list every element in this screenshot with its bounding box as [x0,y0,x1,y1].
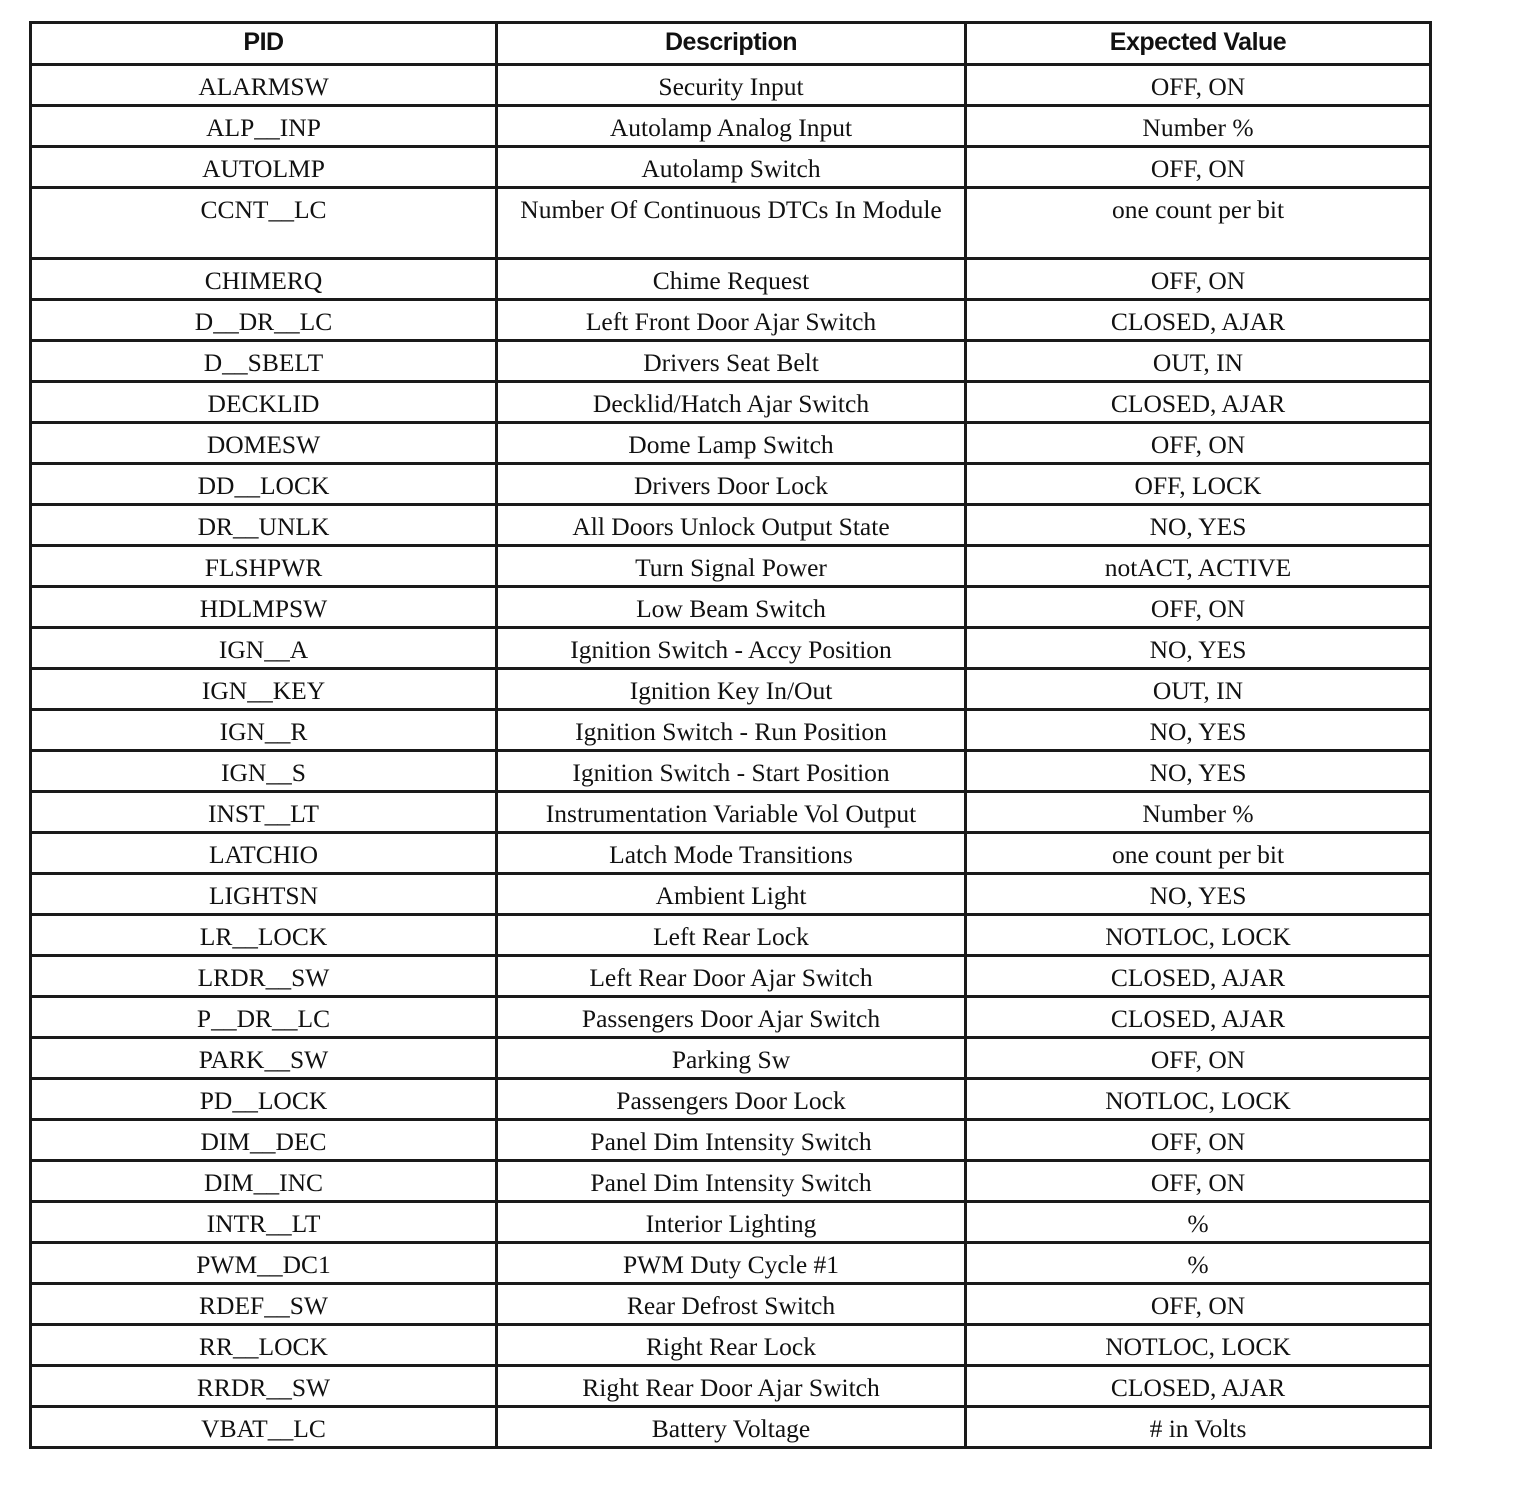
description-cell: Ignition Switch - Run Position [497,710,966,751]
table-row [31,546,1431,587]
expected-value-cell: CLOSED, AJAR [966,956,1431,997]
pid-table [29,21,1432,1449]
pid-cell: HDLMPSW [31,587,497,628]
expected-value-cell: NO, YES [966,505,1431,546]
description-cell: Ambient Light [497,874,966,915]
table-row [31,147,1431,188]
pid-cell: ALARMSW [31,65,497,106]
table-row [31,1038,1431,1079]
expected-value-cell: CLOSED, AJAR [966,382,1431,423]
table-row [31,1202,1431,1243]
pid-cell: RDEF__SW [31,1284,497,1325]
pid-cell: INTR__LT [31,1202,497,1243]
pid-cell: RR__LOCK [31,1325,497,1366]
expected-value-cell: OFF, LOCK [966,464,1431,505]
table-row [31,1366,1431,1407]
pid-cell: VBAT__LC [31,1407,497,1448]
table-row [31,997,1431,1038]
pid-cell: IGN__R [31,710,497,751]
table-row [31,792,1431,833]
description-cell: Ignition Switch - Accy Position [497,628,966,669]
expected-value-cell: OFF, ON [966,1284,1431,1325]
table-row [31,1284,1431,1325]
pid-cell: DR__UNLK [31,505,497,546]
description-cell: PWM Duty Cycle #1 [497,1243,966,1284]
header-description: Description [497,23,966,65]
expected-value-cell: NO, YES [966,751,1431,792]
pid-cell: DECKLID [31,382,497,423]
expected-value-cell: OFF, ON [966,147,1431,188]
table-row [31,505,1431,546]
expected-value-cell: Number % [966,106,1431,147]
description-cell: Latch Mode Transitions [497,833,966,874]
pid-cell: INST__LT [31,792,497,833]
description-cell: Number Of Continuous DTCs In Module [497,188,966,259]
table-row [31,382,1431,423]
table-row [31,956,1431,997]
expected-value-cell: CLOSED, AJAR [966,1366,1431,1407]
expected-value-cell: NOTLOC, LOCK [966,1079,1431,1120]
pid-cell: PARK__SW [31,1038,497,1079]
expected-value-cell: OFF, ON [966,1161,1431,1202]
expected-value-cell: NO, YES [966,874,1431,915]
pid-cell: ALP__INP [31,106,497,147]
expected-value-cell: one count per bit [966,188,1431,259]
pid-cell: PWM__DC1 [31,1243,497,1284]
pid-cell: CHIMERQ [31,259,497,300]
pid-cell: RRDR__SW [31,1366,497,1407]
description-cell: Autolamp Analog Input [497,106,966,147]
description-cell: Drivers Door Lock [497,464,966,505]
header-row [31,23,1431,65]
expected-value-cell: OFF, ON [966,259,1431,300]
description-cell: Right Rear Door Ajar Switch [497,1366,966,1407]
table-header [31,23,1431,65]
pid-cell: FLSHPWR [31,546,497,587]
expected-value-cell: CLOSED, AJAR [966,997,1431,1038]
pid-cell: DIM__DEC [31,1120,497,1161]
pid-cell: PD__LOCK [31,1079,497,1120]
description-cell: Parking Sw [497,1038,966,1079]
expected-value-cell: OFF, ON [966,423,1431,464]
description-cell: All Doors Unlock Output State [497,505,966,546]
table-row [31,874,1431,915]
pid-cell: DD__LOCK [31,464,497,505]
table-row [31,341,1431,382]
description-cell: Ignition Key In/Out [497,669,966,710]
table-row [31,1243,1431,1284]
table-row [31,300,1431,341]
expected-value-cell: OFF, ON [966,1038,1431,1079]
table-row [31,1407,1431,1448]
description-cell: Ignition Switch - Start Position [497,751,966,792]
description-cell: Panel Dim Intensity Switch [497,1120,966,1161]
table-row [31,1161,1431,1202]
pid-cell: IGN__KEY [31,669,497,710]
pid-cell: IGN__S [31,751,497,792]
description-cell: Instrumentation Variable Vol Output [497,792,966,833]
table-row [31,833,1431,874]
pid-cell: AUTOLMP [31,147,497,188]
description-cell: Chime Request [497,259,966,300]
expected-value-cell: OUT, IN [966,669,1431,710]
pid-cell: P__DR__LC [31,997,497,1038]
expected-value-cell: NOTLOC, LOCK [966,1325,1431,1366]
pid-cell: D__SBELT [31,341,497,382]
table-row [31,259,1431,300]
description-cell: Panel Dim Intensity Switch [497,1161,966,1202]
table-body [31,65,1431,1448]
pid-cell: LIGHTSN [31,874,497,915]
table-row [31,464,1431,505]
description-cell: Autolamp Switch [497,147,966,188]
description-cell: Rear Defrost Switch [497,1284,966,1325]
expected-value-cell: Number % [966,792,1431,833]
table-row [31,587,1431,628]
description-cell: Battery Voltage [497,1407,966,1448]
description-cell: Interior Lighting [497,1202,966,1243]
description-cell: Passengers Door Lock [497,1079,966,1120]
expected-value-cell: OFF, ON [966,65,1431,106]
expected-value-cell: OFF, ON [966,587,1431,628]
table-row [31,1325,1431,1366]
description-cell: Left Rear Door Ajar Switch [497,956,966,997]
expected-value-cell: # in Volts [966,1407,1431,1448]
description-cell: Passengers Door Ajar Switch [497,997,966,1038]
table-row [31,188,1431,259]
pid-cell: LATCHIO [31,833,497,874]
expected-value-cell: NOTLOC, LOCK [966,915,1431,956]
description-cell: Dome Lamp Switch [497,423,966,464]
pid-cell: IGN__A [31,628,497,669]
pid-cell: DOMESW [31,423,497,464]
description-cell: Right Rear Lock [497,1325,966,1366]
table-row [31,628,1431,669]
header-pid: PID [31,23,497,65]
description-cell: Turn Signal Power [497,546,966,587]
expected-value-cell: CLOSED, AJAR [966,300,1431,341]
pid-cell: LR__LOCK [31,915,497,956]
table-row [31,710,1431,751]
expected-value-cell: NO, YES [966,628,1431,669]
description-cell: Security Input [497,65,966,106]
table-row [31,106,1431,147]
pid-cell: CCNT__LC [31,188,497,259]
table-row [31,1120,1431,1161]
expected-value-cell: OFF, ON [966,1120,1431,1161]
expected-value-cell: notACT, ACTIVE [966,546,1431,587]
expected-value-cell: % [966,1243,1431,1284]
description-cell: Left Rear Lock [497,915,966,956]
table-row [31,669,1431,710]
expected-value-cell: OUT, IN [966,341,1431,382]
pid-cell: D__DR__LC [31,300,497,341]
expected-value-cell: one count per bit [966,833,1431,874]
table-row [31,1079,1431,1120]
header-expected-value: Expected Value [966,23,1431,65]
description-cell: Decklid/Hatch Ajar Switch [497,382,966,423]
table-row [31,751,1431,792]
pid-cell: LRDR__SW [31,956,497,997]
expected-value-cell: % [966,1202,1431,1243]
description-cell: Drivers Seat Belt [497,341,966,382]
description-cell: Left Front Door Ajar Switch [497,300,966,341]
description-cell: Low Beam Switch [497,587,966,628]
table-row [31,423,1431,464]
pid-cell: DIM__INC [31,1161,497,1202]
expected-value-cell: NO, YES [966,710,1431,751]
table-row [31,915,1431,956]
table-row [31,65,1431,106]
